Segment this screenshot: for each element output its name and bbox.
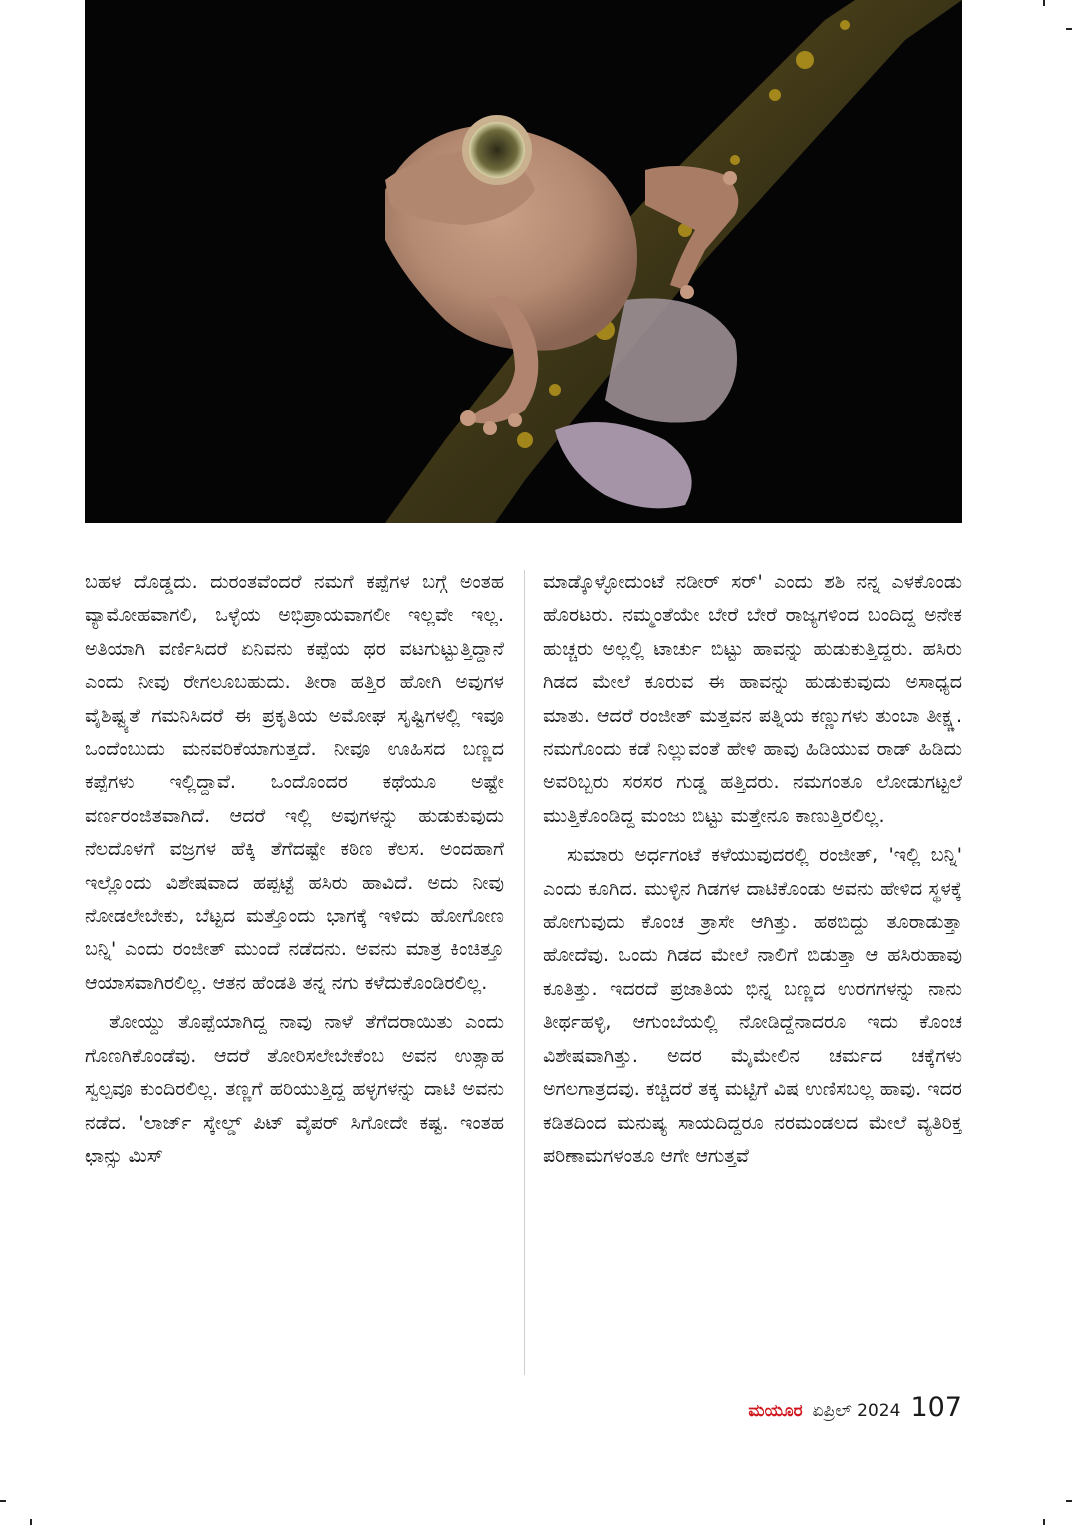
paragraph: ಸುಮಾರು ಅರ್ಧಗಂಟೆ ಕಳೆಯುವುದರಲ್ಲಿ ರಂಜೀತ್, 'ಇಲ್ಲಿ ಬನ್ನಿ' ಎಂದು ಕೂಗಿದ. ಮುಳ್ಳಿನ ಗಿಡಗಳ ದಾಟಿಕೊಂಡು ಅವನು ಹೇಳಿದ ಸ್ಥಳಕ್ಕೆ ಹೋಗುವುದು ಕೊಂಚ ತ್ರಾಸೇ ಆಗಿತ್ತು. ಹಠಬಿದ್ದು ತೂರಾಡುತ್ತಾ ಹೋದೆವು. ಒಂದು ಗಿಡದ ಮೇಲೆ ನಾಲಿಗೆ ಬಿಡುತ್ತಾ ಆ ಹಸಿರುಹಾವು ಕೂತಿತ್ತು. ಇದರದೆ ಪ್ರಜಾತಿಯ ಭಿನ್ನ ಬಣ್ಣದ ಉರಗಗಳನ್ನು ನಾನು ತೀರ್ಥಹಳ್ಳಿ, ಆಗುಂಬೆಯಲ್ಲಿ ನೋಡಿದ್ದೆನಾದರೂ ಇದು ಕೊಂಚ ವಿಶೇಷವಾಗಿತ್ತು. ಅದರ ಮೈಮೇಲಿನ ಚರ್ಮದ ಚಕ್ಕೆಗಳು ಅಗಲಗಾತ್ರದವು. ಕಚ್ಚಿದರೆ ತಕ್ಕ ಮಟ್ಟಿಗೆ ವಿಷ ಉಣಿಸಬಲ್ಲ ಹಾವು. ಇದರ ಕಡಿತದಿಂದ ಮನುಷ್ಯ ಸಾಯದಿದ್ದರೂ ನರಮಂಡಲದ ಮೇಲೆ ವ್ಯತಿರಿಕ್ತ ಪರಿಣಾಮಗಳಂತೂ ಆಗೇ ಆಗುತ್ತವೆ xyxy=(543,844,962,1167)
paragraph: ಬಹಳ ದೊಡ್ಡದು. ದುರಂತವೆಂದರೆ ನಮಗೆ ಕಪ್ಪೆಗಳ ಬಗ್ಗೆ ಅಂತಹ ವ್ಯಾಮೋಹವಾಗಲಿ, ಒಳ್ಳೆಯ ಅಭಿಪ್ರಾಯವಾಗಲೀ ಇಲ್ಲವೇ ಇಲ್ಲ. ಅತಿಯಾಗಿ ವರ್ಣಿಸಿದರೆ ಏನಿವನು ಕಪ್ಪೆಯ ಥರ ವಟಗುಟ್ಟುತ್ತಿದ್ದಾನೆ ಎಂದು ನೀವು ರೇಗಲೂಬಹುದು. ತೀರಾ ಹತ್ತಿರ ಹೋಗಿ ಅವುಗಳ ವೈಶಿಷ್ಟ್ಯತೆ ಗಮನಿಸಿದರೆ ಈ ಪ್ರಕೃತಿಯ ಅಮೋಘ ಸೃಷ್ಟಿಗಳಲ್ಲಿ ಇವೂ ಒಂದೆಂಬುದು ಮನವರಿಕೆಯಾಗುತ್ತದೆ. ನೀವೂ ಊಹಿಸದ ಬಣ್ಣದ ಕಪ್ಪೆಗಳು ಇಲ್ಲಿದ್ದಾವೆ. ಒಂದೊಂದರ ಕಥೆಯೂ ಅಷ್ಟೇ ವರ್ಣರಂಜಿತವಾಗಿದೆ. ಆದರೆ ಇಲ್ಲಿ ಅವುಗಳನ್ನು ಹುಡುಕುವುದು ನೆಲದೊಳಗೆ ವಜ್ರಗಳ ಹೆಕ್ಕಿ ತೆಗೆದಷ್ಟೇ ಕಠಿಣ ಕೆಲಸ. ಅಂದಹಾಗೆ ಇಲ್ಲೊಂದು ವಿಶೇಷವಾದ ಹಪ್ಪಟ್ಟೆ ಹಸಿರು ಹಾವಿದೆ. ಅದು ನೀವು ನೋಡಲೇಬೇಕು, ಬೆಟ್ಟದ ಮತ್ತೊಂದು ಭಾಗಕ್ಕೆ ಇಳಿದು ಹೋಗೋಣ ಬನ್ನಿ' ಎಂದು ರಂಜೀತ್ ಮುಂದೆ ನಡೆದನು. ಅವನು ಮಾತ್ರ ಕಿಂಚಿತ್ತೂ ಆಯಾಸವಾಗಿರಲಿಲ್ಲ. ಆತನ ಹೆಂಡತಿ ತನ್ನ ನಗು ಕಳೆದುಕೊಂಡಿರಲಿಲ್ಲ. xyxy=(85,571,504,994)
crop-mark xyxy=(1066,28,1072,30)
magazine-logo: ಮಯೂರ xyxy=(748,1401,803,1421)
crop-mark xyxy=(1043,1519,1045,1525)
crop-mark xyxy=(30,1519,32,1525)
crop-mark xyxy=(1043,0,1045,6)
paragraph: ತೋಯ್ದು ತೊಪ್ಪೆಯಾಗಿದ್ದ ನಾವು ನಾಳೆ ತೆಗೆದರಾಯಿತು ಎಂದು ಗೊಣಗಿಕೊಂಡೆವು. ಆದರೆ ತೋರಿಸಲೇಬೇಕೆಂಬ ಅವನ ಉತ್ಸಾಹ ಸ್ವಲ್ಪವೂ ಕುಂದಿರಲಿಲ್ಲ. ತಣ್ಣಗೆ ಹರಿಯುತ್ತಿದ್ದ ಹಳ್ಳಗಳನ್ನು ದಾಟಿ ಅವನು ನಡೆದ. 'ಲಾರ್ಜ್ ಸ್ಕೇಲ್ಡ್ ಪಿಟ್ ವೈಪರ್ ಸಿಗೋದೇ ಕಷ್ಟ. ಇಂತಹ ಛಾನ್ಸು ಮಿಸ್ xyxy=(85,1011,504,1167)
crop-mark xyxy=(1066,1500,1072,1502)
page-number: 107 xyxy=(910,1392,962,1423)
issue-date: ಏಪ್ರಿಲ್ 2024 xyxy=(812,1401,901,1421)
frog-photo-icon xyxy=(85,0,962,523)
page-footer xyxy=(748,1392,962,1423)
article-column-right xyxy=(543,566,962,1173)
paragraph: ಮಾಡ್ಕೊಳ್ಳೋದುಂಟೆ ನಡೀರ್ ಸರ್' ಎಂದು ಶಶಿ ನನ್ನ ಎಳಕೊಂಡು ಹೊರಟರು. ನಮ್ಮಂತೆಯೇ ಬೇರೆ ಬೇರೆ ರಾಜ್ಯಗಳಿಂದ ಬಂದಿದ್ದ ಅನೇಕ ಹುಚ್ಚರು ಅಲ್ಲಲ್ಲಿ ಟಾರ್ಚು ಬಿಟ್ಟು ಹಾವನ್ನು ಹುಡುಕುತ್ತಿದ್ದರು. ಹಸಿರು ಗಿಡದ ಮೇಲೆ ಕೂರುವ ಈ ಹಾವನ್ನು ಹುಡುಕುವುದು ಅಸಾಧ್ಯದ ಮಾತು. ಆದರೆ ರಂಜೀತ್ ಮತ್ತವನ ಪತ್ನಿಯ ಕಣ್ಣುಗಳು ತುಂಬಾ ತೀಕ್ಷ್ಣ. ನಮಗೊಂದು ಕಡೆ ನಿಲ್ಲುವಂತೆ ಹೇಳಿ ಹಾವು ಹಿಡಿಯುವ ರಾಡ್ ಹಿಡಿದು ಅವರಿಬ್ಬರು ಸರಸರ ಗುಡ್ಡ ಹತ್ತಿದರು. ನಮಗಂತೂ ಲೋಡುಗಟ್ಟಲೆ ಮುತ್ತಿಕೊಂಡಿದ್ದ ಮಂಜು ಬಿಟ್ಟು ಮತ್ತೇನೂ ಕಾಣುತ್ತಿರಲಿಲ್ಲ. xyxy=(543,571,962,827)
crop-mark xyxy=(0,1500,6,1502)
article-column-left xyxy=(85,566,504,1173)
frog-photo xyxy=(85,0,962,523)
column-divider xyxy=(524,570,525,1375)
